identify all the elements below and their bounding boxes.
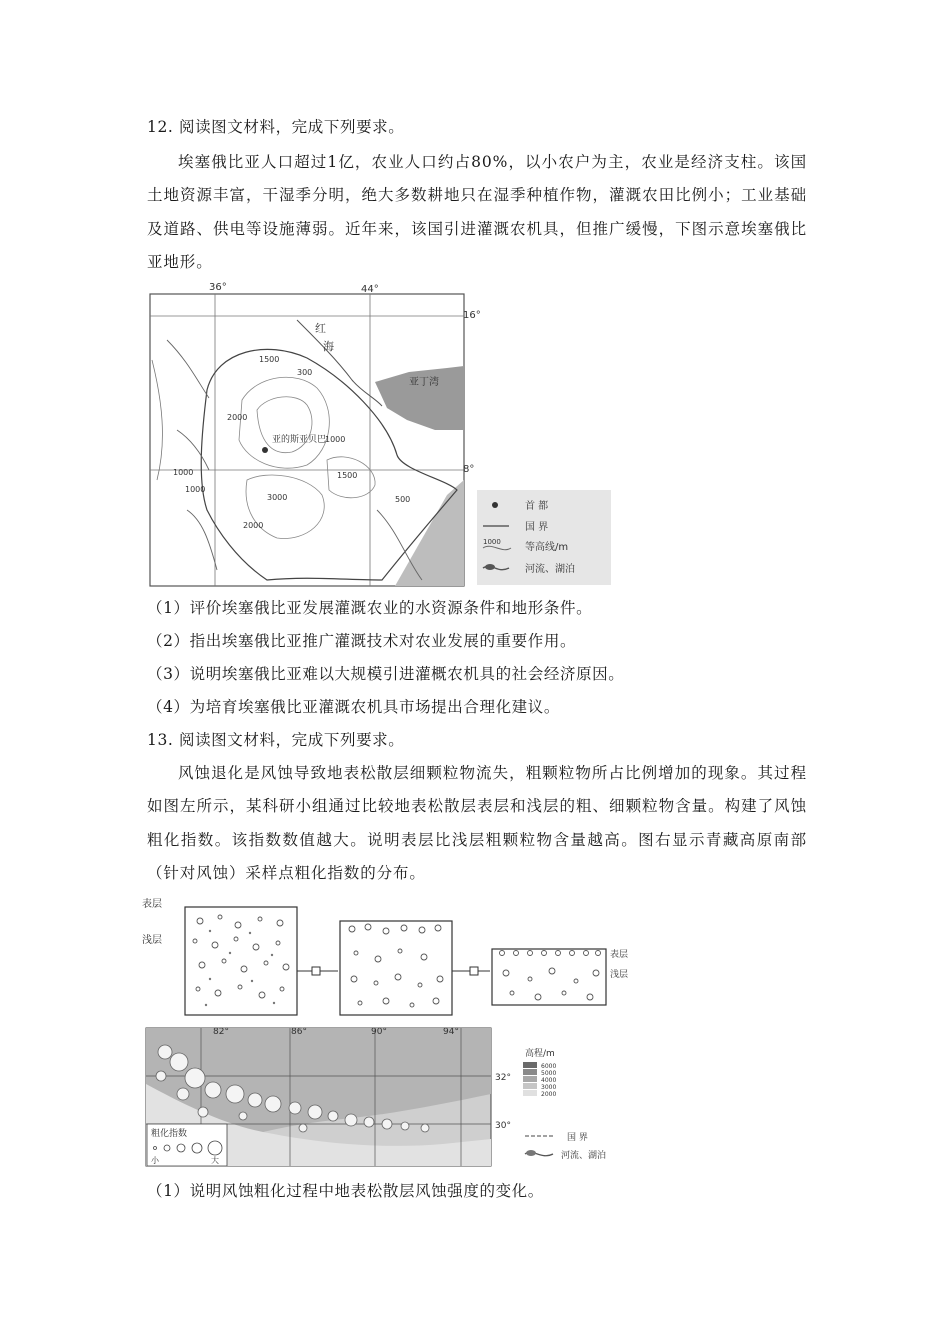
question-12-title: 12. 阅读图文材料，完成下列要求。 xyxy=(147,118,405,136)
question-12-sub-2: （2）指出埃塞俄比亚推广灌溉技术对农业发展的重要作用。 xyxy=(147,632,577,650)
question-12-sub-1: （1）评价埃塞俄比亚发展灌溉农业的水资源条件和地形条件。 xyxy=(147,599,593,617)
question-12-sub-3: （3）说明埃塞俄比亚难以大规模引进灌概农机具的社会经济原因。 xyxy=(147,665,625,683)
map3-elev-6000: 6000 xyxy=(541,1063,557,1070)
legend-capital-label: 首 都 xyxy=(525,501,549,512)
map1-contour-1000b: 1000 xyxy=(185,485,206,494)
legend-border-label: 国 界 xyxy=(525,522,549,533)
map1-addis-ababa: 亚的斯亚贝巴 xyxy=(272,435,327,445)
fig2-label-shallow-right: 浅层 xyxy=(610,970,629,980)
map3-elev-2000: 2000 xyxy=(541,1091,557,1098)
wind-erosion-process-figure xyxy=(140,893,629,1018)
map3-lon-82: 82° xyxy=(213,1027,229,1037)
fig2-label-surface-left: 表层 xyxy=(142,899,162,910)
map3-index-large: 大 xyxy=(211,1156,219,1165)
map3-lon-90: 90° xyxy=(371,1027,387,1037)
tibet-coarsening-index-map xyxy=(143,1024,638,1169)
map3-elev-5000: 5000 xyxy=(541,1070,557,1077)
map1-contour-2000b: 2000 xyxy=(243,521,264,530)
map3-index-small: 小 xyxy=(151,1156,159,1165)
fig2-label-shallow-left: 浅层 xyxy=(142,935,162,946)
map1-contour-1500a: 1500 xyxy=(259,355,280,364)
map1-lat-8: 8° xyxy=(463,464,475,475)
map1-red-sea-2: 海 xyxy=(323,340,334,353)
map1-contour-1000a: 1000 xyxy=(173,468,194,477)
fig2-label-surface-right: 表层 xyxy=(610,950,629,960)
map3-index-legend-title: 粗化指数 xyxy=(151,1129,188,1139)
map1-place-1000: 1000 xyxy=(325,435,346,444)
map3-elev-4000: 4000 xyxy=(541,1077,557,1084)
map1-lon-36: 36° xyxy=(209,282,227,293)
question-13-sub-1: （1）说明风蚀粗化过程中地表松散层风蚀强度的变化。 xyxy=(147,1182,544,1200)
map3-elevation-title: 高程/m xyxy=(525,1049,555,1059)
map1-lat-16: 16° xyxy=(463,310,481,321)
map3-legend-river-label: 河流、湖泊 xyxy=(561,1151,607,1161)
map1-lon-44: 44° xyxy=(361,284,379,295)
map3-elev-3000: 3000 xyxy=(541,1084,557,1091)
legend-river-label: 河流、湖泊 xyxy=(525,564,575,575)
map3-lon-94: 94° xyxy=(443,1027,459,1037)
map1-contour-500: 500 xyxy=(395,495,411,504)
map1-contour-3000: 3000 xyxy=(267,493,288,502)
map3-legend-border-label: 国 界 xyxy=(567,1133,588,1143)
question-12-sub-4: （4）为培育埃塞俄比亚灌溉农机具市场提出合理化建议。 xyxy=(147,698,560,716)
map1-red-sea-1: 红 xyxy=(315,322,326,335)
map1-gulf-aden: 亚丁湾 xyxy=(409,377,439,388)
map1-contour-300: 300 xyxy=(297,368,313,377)
question-12-material: 埃塞俄比亚人口超过1亿，农业人口约占80%，以小农户为主，农业是经济支柱。该国土地资源丰富，干湿季分明，绝大多数耕地只在湿季种植作物，灌溉农田比例小；工业基础及道路、供电等设施薄弱。近年来，该国引进灌溉农机具，但推广缓慢，下图示意埃塞俄比亚地形。 xyxy=(147,153,807,271)
ethiopia-terrain-map xyxy=(147,280,613,587)
legend-contour-sample: 1000 xyxy=(483,538,501,546)
legend-capital-icon xyxy=(492,502,498,508)
map3-lat-32: 32° xyxy=(495,1073,511,1083)
question-13-material: 风蚀退化是风蚀导致地表松散层细颗粒物流失，粗颗粒物所占比例增加的现象。其过程如图左所示，某科研小组通过比较地表松散层表层和浅层的粗、细颗粒物含量。构建了风蚀粗化指数。该指数数值越大。说明表层比浅层粗颗粒物含量越高。图右显示青藏高原南部（针对风蚀）采样点粗化指数的分布。 xyxy=(147,764,807,882)
map3-lon-86: 86° xyxy=(291,1027,307,1037)
map1-contour-2000a: 2000 xyxy=(227,413,248,422)
map3-lat-30: 30° xyxy=(495,1121,511,1131)
question-13-title: 13. 阅读图文材料，完成下列要求。 xyxy=(147,731,405,749)
legend-contour-label: 等高线/m xyxy=(525,542,569,553)
map1-contour-1500b: 1500 xyxy=(337,471,358,480)
